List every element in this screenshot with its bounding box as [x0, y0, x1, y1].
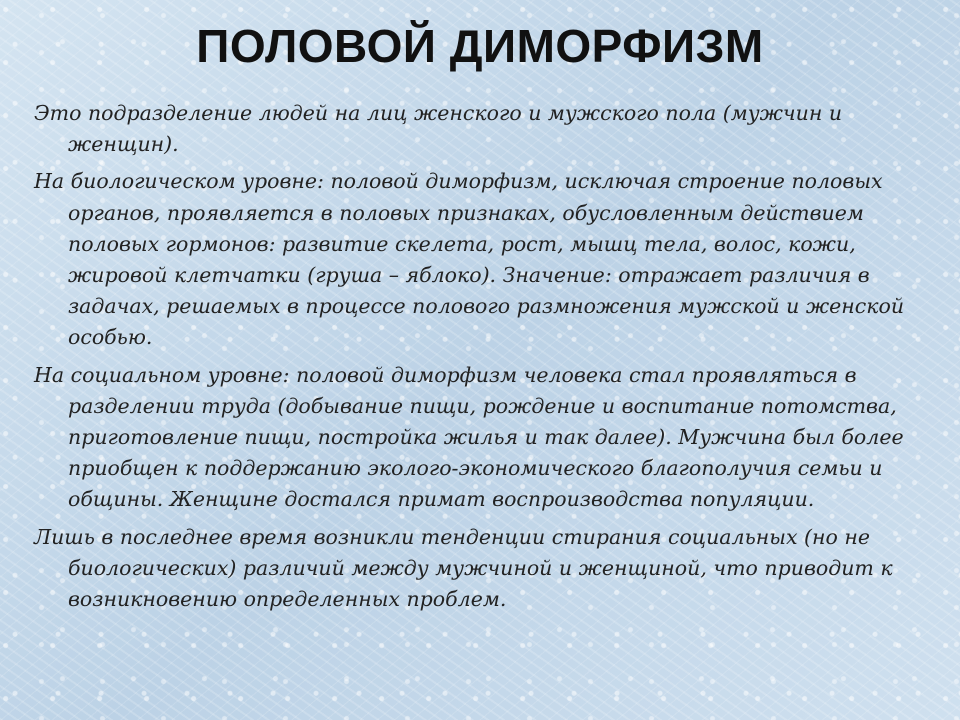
paragraph-social-level: На социальном уровне: половой диморфизм человека стал проявляться в разделении труда (добывание пищи, рождение и воспитание потомства, приготовление пищи, постройка жилья и так далее). Мужчина был более приобщен к поддержанию эколого-экономического благополучия семьи и общины. Женщине достался примат воспроизводства популяции. [34, 362, 904, 512]
paragraph-recent-tendencies: Лишь в последнее время возникли тенденции стирания социальных (но не биологических) различий между мужчиной и женщиной, что приводит к возникновению определенных проблем. [34, 524, 893, 612]
slide-content [34, 98, 920, 621]
paragraph-biological-level: На биологическом уровне: половой диморфизм, исключая строение половых органов, проявляется в половых признаках, обусловленным действием половых гормонов: развитие скелета, рост, мышц тела, волос, кожи, жировой клетчатки (груша – яблоко). Значение: отражает различия в задачах, решаемых в процессе полового размножения мужской и женской особью. [34, 169, 905, 350]
paragraph-definition: Это подразделение людей на лиц женского и мужского пола (мужчин и женщин). [34, 101, 843, 157]
slide-title: ПОЛОВОЙ ДИМОРФИЗМ [196, 20, 764, 72]
